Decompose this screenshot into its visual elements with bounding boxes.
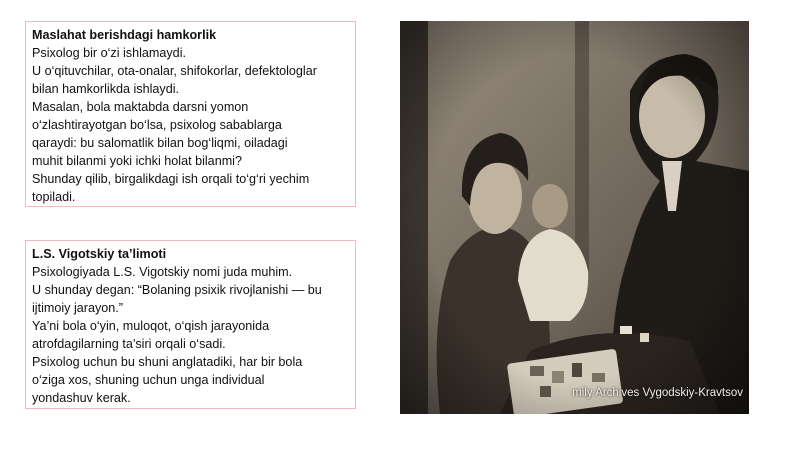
vygotsky-line: Ya’ni bola o‘yin, muloqot, o‘qish jarayonida: [32, 319, 270, 333]
vygotsky-heading: L.S. Vigotskiy ta’limoti: [32, 247, 167, 261]
collaboration-heading: Maslahat berishdagi hamkorlik: [32, 28, 217, 42]
vygotsky-text-box: [25, 240, 356, 409]
collaboration-line: qaraydi: bu salomatlik bilan bog‘liqmi, oiladagi: [32, 136, 288, 150]
vygotsky-line: atrofdagilarning ta’siri orqali o‘sadi.: [32, 337, 226, 351]
vygotsky-line: U shunday degan: “Bolaning psixik rivojlanishi — bu: [32, 283, 322, 297]
vygotsky-line: yondashuv kerak.: [32, 391, 131, 405]
photo-illustration: [400, 21, 749, 414]
collaboration-line: U o‘qituvchilar, ota-onalar, shifokorlar, defektologlar: [32, 64, 317, 78]
collaboration-text-box: [25, 21, 356, 207]
collaboration-line: topiladi.: [32, 190, 76, 204]
collaboration-line: o‘zlashtirayotgan bo‘lsa, psixolog sabablarga: [32, 118, 282, 132]
vygotsky-line: Psixologiyada L.S. Vigotskiy nomi juda muhim.: [32, 265, 293, 279]
vignette-overlay: [400, 21, 749, 414]
vygotsky-line: o‘ziga xos, shuning uchun unga individual: [32, 373, 265, 387]
vygotsky-line: ijtimoiy jarayon.”: [32, 301, 123, 315]
collaboration-line: muhit bilanmi yoki ichki holat bilanmi?: [32, 154, 242, 168]
collaboration-line: Psixolog bir o‘zi ishlamaydi.: [32, 46, 186, 60]
collaboration-line: Shunday qilib, birgalikdagi ish orqali to‘g‘ri yechim: [32, 172, 310, 186]
collaboration-line: bilan hamkorlikda ishlaydi.: [32, 82, 179, 96]
vygotsky-line: Psixolog uchun bu shuni anglatadiki, har bir bola: [32, 355, 303, 369]
historical-photo: [400, 21, 749, 414]
collaboration-line: Masalan, bola maktabda darsni yomon: [32, 100, 249, 114]
photo-caption: mily Archives Vygodskiy-Kravtsov: [572, 387, 743, 399]
